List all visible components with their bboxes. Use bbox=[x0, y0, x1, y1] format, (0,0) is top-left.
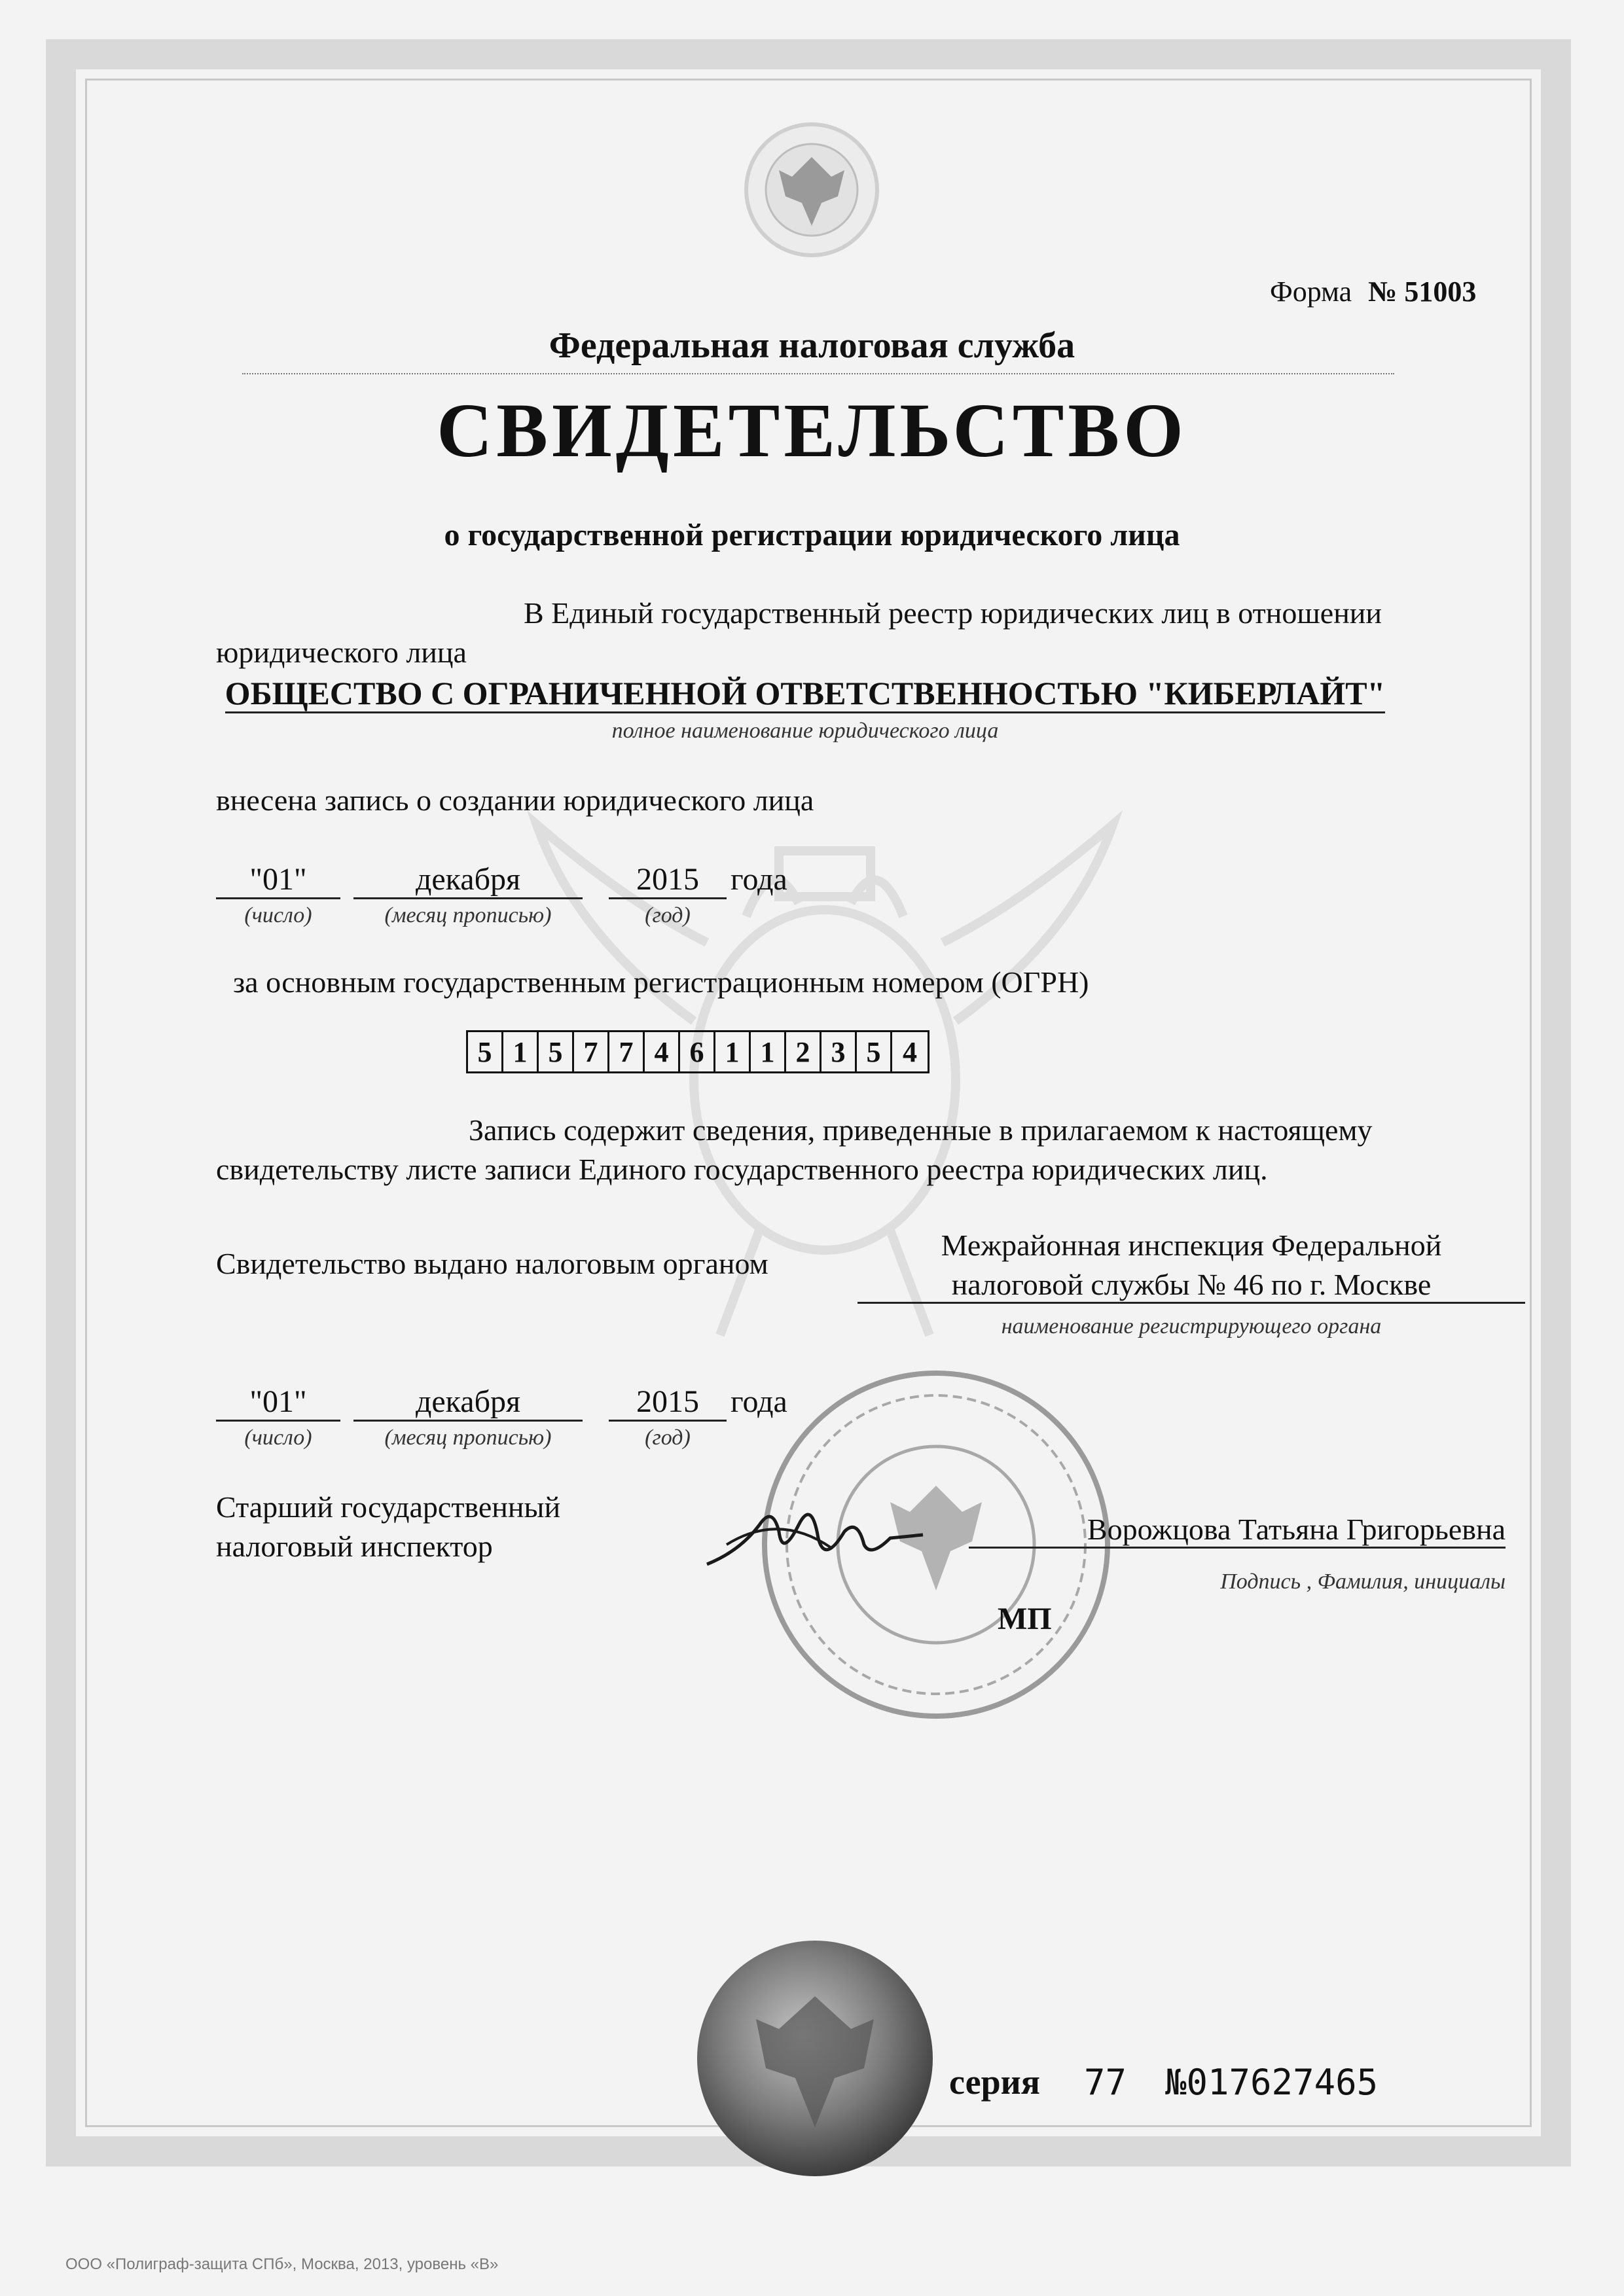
entity-name-text: ОБЩЕСТВО С ОГРАНИЧЕННОЙ ОТВЕТСТВЕННОСТЬЮ "КИБЕРЛАЙТ" bbox=[225, 675, 1386, 713]
date1-year-suffix: года bbox=[731, 862, 787, 897]
agency-underline bbox=[242, 373, 1394, 374]
document-subtitle: о государственной регистрации юридического лица bbox=[444, 518, 1180, 552]
form-number bbox=[1270, 275, 1476, 308]
ogrn-digit: 5 bbox=[857, 1032, 892, 1071]
series-value: 77 bbox=[1084, 2062, 1127, 2103]
document-title: СВИДЕТЕЛЬСТВО bbox=[437, 387, 1187, 473]
form-number-value: № 51003 bbox=[1368, 276, 1477, 308]
authority-caption: наименование регистрирующего органа bbox=[1001, 1314, 1382, 1338]
entity-name bbox=[216, 674, 1394, 712]
record-text: внесена запись о создании юридического лица bbox=[216, 783, 814, 817]
ogrn-digit: 1 bbox=[503, 1032, 539, 1071]
inspector-title-line-2: налоговый инспектор bbox=[216, 1530, 493, 1563]
authority-line-1: Межрайонная инспекция Федеральной bbox=[941, 1229, 1442, 1262]
signature-caption: Подпись , Фамилия, инициалы bbox=[1220, 1570, 1506, 1594]
date1-month-caption: (месяц прописью) bbox=[384, 903, 552, 927]
form-label: Форма bbox=[1270, 276, 1352, 308]
ogrn-digit: 5 bbox=[539, 1032, 574, 1071]
date2-year: 2015 bbox=[609, 1384, 727, 1422]
authority-line-2: налоговой службы № 46 по г. Москве bbox=[857, 1267, 1525, 1304]
intro-line-1: В Единый государственный реестр юридических лиц в отношении bbox=[524, 596, 1382, 630]
date2-day-caption: (число) bbox=[244, 1426, 312, 1450]
signature bbox=[700, 1486, 936, 1590]
inspector-name: Ворожцова Татьяна Григорьевна bbox=[969, 1512, 1506, 1549]
ogrn-digit: 1 bbox=[715, 1032, 751, 1071]
issued-by-label: Свидетельство выдано налоговым органом bbox=[216, 1247, 768, 1280]
ogrn-digit: 4 bbox=[903, 1035, 917, 1068]
date1-day-caption: (число) bbox=[244, 903, 312, 927]
ogrn-digit: 7 bbox=[574, 1032, 609, 1071]
date2-day: "01" bbox=[216, 1384, 340, 1422]
date1-month: декабря bbox=[353, 861, 583, 899]
ogrn-digit: 1 bbox=[751, 1032, 786, 1071]
inspector-title-line-1: Старший государственный bbox=[216, 1490, 561, 1524]
date1-year: 2015 bbox=[609, 861, 727, 899]
record-info-line-1: Запись содержит сведения, приведенные в прилагаемом к настоящему bbox=[469, 1113, 1373, 1147]
ogrn-digit: 4 bbox=[645, 1032, 680, 1071]
date2-year-suffix: года bbox=[731, 1384, 787, 1419]
ogrn-digit: 5 bbox=[468, 1032, 503, 1071]
date2-year-caption: (год) bbox=[645, 1426, 691, 1450]
ogrn-digit: 2 bbox=[786, 1032, 821, 1071]
intro-line-2: юридического лица bbox=[216, 636, 467, 669]
stamp-mark: МП bbox=[998, 1602, 1052, 1636]
date1-day: "01" bbox=[216, 861, 340, 899]
record-info-line-2: свидетельству листе записи Единого государственного реестра юридических лиц. bbox=[216, 1153, 1268, 1186]
date1-year-caption: (год) bbox=[645, 903, 691, 927]
hologram-seal bbox=[694, 1937, 936, 2179]
entity-caption: полное наименование юридического лица bbox=[611, 719, 999, 743]
series-label: серия bbox=[949, 2062, 1040, 2102]
agency-name: Федеральная налоговая служба bbox=[549, 325, 1075, 366]
ogrn-digit: 3 bbox=[821, 1032, 857, 1071]
ogrn-text: за основным государственным регистрационным номером (ОГРН) bbox=[233, 965, 1089, 999]
ogrn-digit: 7 bbox=[609, 1032, 645, 1071]
printer-note: ООО «Полиграф-защита СПб», Москва, 2013, уровень «В» bbox=[65, 2255, 499, 2273]
coat-of-arms-emblem bbox=[740, 118, 884, 262]
ogrn-digit-boxes bbox=[466, 1030, 929, 1073]
date2-month-caption: (месяц прописью) bbox=[384, 1426, 552, 1450]
date2-month: декабря bbox=[353, 1384, 583, 1422]
certificate-number: №017627465 bbox=[1165, 2062, 1379, 2103]
ogrn-digit: 6 bbox=[680, 1032, 715, 1071]
